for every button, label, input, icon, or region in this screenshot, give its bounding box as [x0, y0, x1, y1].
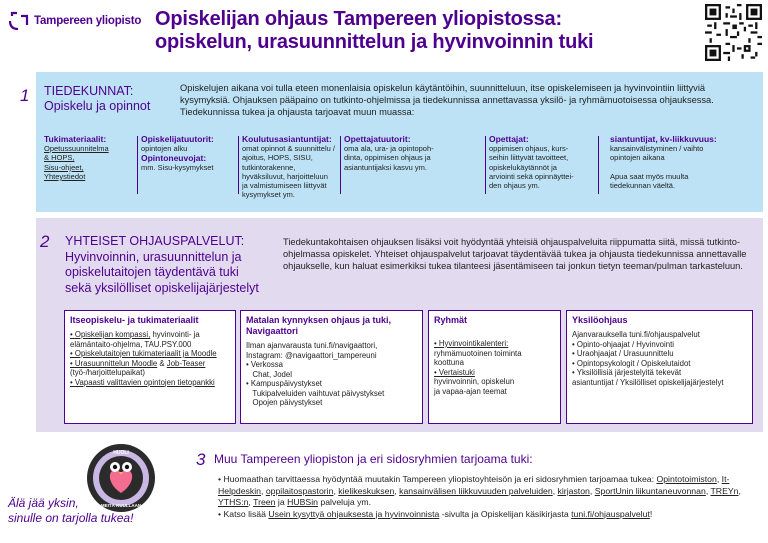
link-contacts[interactable]: Yhteystiedot: [44, 171, 86, 181]
faculty-col-coordinators: [242, 134, 342, 200]
section-3-bullet-1: [218, 474, 758, 509]
col-line: omat opinnot & suunnittelu /: [242, 144, 335, 153]
separator: ,: [705, 485, 711, 496]
separator: ,: [260, 485, 266, 496]
item-text: hyvinvointi- ja elämäntaito-ohjelma, TAU.PSY.000: [70, 330, 200, 349]
box-navigator: [240, 310, 423, 424]
box-groups: [428, 310, 561, 424]
badge-bottom-text: MEITÄ KUULLAAN: [100, 503, 142, 508]
col-line: ajoitus, HOPS, SISU,: [242, 153, 313, 163]
col-line: asiantuntijaksi kasvu ym.: [344, 162, 427, 172]
faculty-col-materials: [44, 134, 138, 181]
divider: [238, 136, 239, 194]
col-heading: Tukimateriaalit:: [44, 134, 107, 144]
col-heading-2: Opintoneuvojat:: [141, 153, 207, 164]
link-wellbeing-calendar[interactable]: • Hyvinvointikalenteri:: [434, 339, 509, 348]
badge-top-text: HUOLI: [113, 450, 129, 456]
box-individual-guidance: [566, 310, 753, 424]
col-line: opiskelukäytännöt ja: [489, 162, 557, 172]
section-1-heading-line-1: TIEDEKUNNAT:: [44, 84, 134, 98]
section-2-number: 2: [40, 232, 50, 251]
link-hops[interactable]: & HOPS,: [44, 153, 75, 163]
box-line: • Opintopsykologit / Opiskelutaidot: [572, 358, 691, 368]
service-link[interactable]: HUBSin: [287, 497, 318, 507]
col-line: Apua saat myös muulta: [610, 171, 689, 181]
box-line: Ilman ajanvarausta tuni.fi/navigaattori,: [246, 341, 378, 350]
box-heading: Itseopiskelu- ja tukimateriaalit: [70, 315, 199, 325]
section-1-number: 1: [20, 86, 30, 105]
service-link[interactable]: YTHS:n: [218, 497, 249, 507]
bullet-text: palveluja ym.: [317, 497, 372, 507]
section-1-heading: [44, 84, 150, 114]
heading-line: sekä yksilölliset opiskelijajärjestelyt: [65, 280, 259, 295]
box-line: • Kampuspäivystykset: [246, 379, 322, 388]
service-link[interactable]: kansainvälisen liikkuvuuden palveluiden: [399, 485, 553, 496]
section-3-bullet-2: [218, 509, 758, 521]
col-heading: siantuntijat, kv-liikkuvuus:: [610, 134, 717, 144]
heading-line: Hyvinvoinnin, urasuunnittelun ja: [65, 249, 242, 264]
col-line: hyväksiluvut, harjoitteluun: [242, 171, 328, 181]
link-peer-support[interactable]: • Vertaistuki: [434, 367, 475, 377]
title-line-2: opiskelun, urasuunnittelun ja hyvinvoinnin tuki: [155, 31, 594, 53]
faculty-col-teacher-tutors: [344, 134, 442, 172]
link-faq[interactable]: Usein kysyttyä ohjauksesta ja hyvinvoinnista: [268, 508, 440, 519]
faculty-col-international: [610, 134, 760, 190]
divider: [340, 136, 341, 194]
col-line: kansainvälistyminen / vaihto: [610, 144, 704, 153]
box-line: hyvinvoinnin, opiskelun: [434, 377, 515, 386]
link-sisu[interactable]: Sisu-ohjeet,: [44, 162, 84, 172]
box-line: • Yksilöllisiä järjestelyitä tekevät: [572, 368, 682, 377]
separator: ja: [275, 497, 288, 507]
title-line-1: Opiskelijan ohjaus Tampereen yliopistossa:: [155, 8, 562, 30]
service-link[interactable]: TREYn: [710, 485, 739, 496]
box-line: • Verkossa: [246, 360, 283, 369]
box-line: Chat, Jodel: [246, 369, 292, 379]
col-line: tiedekunnan väeltä.: [610, 180, 676, 190]
section-3-number: 3: [196, 450, 206, 469]
divider: [485, 136, 486, 194]
separator: ,: [552, 485, 558, 496]
box-heading: Yksilöohjaus: [572, 315, 628, 325]
col-line: tutkintorakenne,: [242, 162, 296, 172]
box-line: asiantuntijat / Yksilölliset opiskelijajärjestelyt: [572, 377, 724, 387]
divider: [137, 136, 138, 194]
service-link[interactable]: oppilaitospastorin: [265, 485, 334, 496]
col-line: den ohjaus ym.: [489, 181, 540, 191]
spacer: [434, 330, 555, 339]
university-logo: [8, 10, 141, 32]
col-line: mm. Sisu-kysymykset: [141, 163, 214, 173]
slogan-line-2: sinulle on tarjolla tukea!: [8, 511, 134, 525]
item-text: (työ-/harjoittelupaikat): [70, 368, 145, 377]
heading-line: YHTEISET OHJAUSPALVELUT:: [65, 234, 245, 248]
col-line: oma ala, ura- ja opintopoh-: [344, 144, 434, 153]
logo-mark-icon: [8, 10, 30, 32]
link-curriculum[interactable]: Opetussuunnitelma: [44, 144, 109, 153]
heading-line: opiskelutaitojen täydentävä tuki: [65, 265, 239, 279]
box-line: koottuna: [434, 358, 464, 367]
service-link[interactable]: Opintotoimiston: [656, 474, 717, 484]
bullet-text: -sivulta ja Opiskelijan käsikirjasta: [439, 508, 572, 519]
box-line: Ajanvarauksella tuni.fi/ohjauspalvelut: [572, 330, 700, 339]
box-line: ja vapaa-ajan teemat: [434, 386, 507, 396]
box-self-study: [64, 310, 236, 424]
service-link[interactable]: It-Helpdeskin: [218, 474, 730, 496]
col-line: dinta, oppimisen ohjaus ja: [344, 153, 431, 163]
faculty-col-tutors: [141, 134, 237, 173]
link-study-skills[interactable]: • Opiskelutaitojen tukimateriaalit ja Moodle: [70, 349, 217, 358]
box-line: • Opinto-ohjaajat / Hyvinvointi: [572, 339, 674, 349]
slogan-line-1: Älä jää yksin,: [8, 496, 79, 510]
link-compass[interactable]: • Opiskelijan kompassi,: [70, 330, 151, 339]
col-heading: Opettajatuutorit:: [344, 134, 411, 144]
box-line: • Uraohjaajat / Urasuunnittelu: [572, 349, 674, 358]
col-line: seihin liittyvät tavoitteet,: [489, 153, 569, 163]
separator: ,: [716, 474, 722, 484]
box-heading: Matalan kynnyksen ohjaus ja tuki, Navigaattori: [246, 315, 392, 336]
link-guidance-services[interactable]: tuni.fi/ohjauspalvelut: [571, 508, 650, 519]
section-2-heading: [65, 234, 259, 296]
link-job-teaser[interactable]: Job-Teaser: [166, 358, 206, 368]
section-1-text: Opiskelujen aikana voi tulla eteen monenlaisia opiskelun käytäntöihin, suunnitteluun, itse opiskelemiseen ja hyvinvointiin liittyviä kysymyksiä. Ohjauksen pääpaino on tutkinto-ohjelmissa ja tiedekunnissa annettavassa yksilö- ja ryhmämuotoisessa ohjauksessa. Tiedekunnissa tukea ja ohjausta tarjoavat muun muassa:: [180, 83, 714, 117]
separator: ,: [394, 485, 400, 496]
section-3-text: [218, 474, 758, 520]
page-title: [155, 8, 593, 54]
item-text: &: [157, 358, 167, 368]
col-line: ja valmistumiseen liittyvät: [242, 181, 327, 191]
col-heading: Opettajat:: [489, 134, 529, 144]
col-heading: Opiskelijatuutorit:: [141, 134, 214, 144]
col-line: kysymykset ym.: [242, 190, 295, 200]
spacer: [610, 163, 760, 172]
box-line: Opojen päivystykset: [246, 398, 323, 407]
link-elective-bank[interactable]: • Vapaasti valittavien opintojen tietopankki: [70, 377, 215, 387]
separator: ,: [738, 485, 741, 496]
bullet-text: • Katso lisää: [218, 508, 269, 519]
col-heading: Koulutusasiantuntijat:: [242, 134, 332, 144]
separator: ,: [333, 485, 339, 496]
col-line: arviointi sekä opinnäyttei-: [489, 171, 574, 181]
box-line: Tukipalveluiden vaihtuvat päivystykset: [246, 388, 385, 398]
service-link[interactable]: kielikeskuksen: [338, 485, 395, 496]
box-line: ryhmämuotoinen toiminta: [434, 348, 522, 358]
service-link[interactable]: Treen: [253, 497, 276, 507]
separator: ,: [589, 485, 595, 496]
box-line: Instagram: @navigaattori_tampereuni: [246, 350, 377, 360]
bullet-text: • Huomaathan tarvittaessa hyödyntää muutakin Tampereen yliopistoyhteisön ja eri sidosryhmien tarjoamaa tukea:: [218, 474, 657, 484]
col-line: opintojen alku: [141, 144, 188, 153]
faculty-col-teachers: [489, 134, 593, 190]
col-line: oppimisen ohjaus, kurs-: [489, 144, 569, 153]
qr-code-icon: [705, 4, 762, 61]
box-heading: Ryhmät: [434, 315, 468, 325]
logo-text: Tampereen yliopisto: [34, 15, 142, 27]
section-2-text: Tiedekuntakohtaisen ohjauksen lisäksi voit hyödyntää yhteisiä ohjauspalveluita riippumatta siitä, missä tutkinto-ohjelmassa opiskelet. Yhteiset ohjauspalvelut tarjoavat täydentävää tukea ja ohjausta tiedekunnissa annettavalle ohjaukselle, kun haluat esimerkiksi tukea tilanteesi jäsentämiseen tai jonkun tietyn teeman/pulman tarkasteluun.: [283, 237, 747, 271]
col-line: opintojen aikana: [610, 153, 665, 163]
bullet-text: !: [649, 508, 653, 519]
service-link[interactable]: SportUnin liikuntaneuvonnan: [594, 485, 706, 496]
link-career-moodle[interactable]: • Urasuunnittelun Moodle: [70, 358, 158, 368]
slogan: [8, 496, 133, 526]
section-1-heading-line-2: Opiskelu ja opinnot: [44, 99, 151, 113]
section-3-heading: Muu Tampereen yliopiston ja eri sidosryhmien tarjoama tuki:: [214, 452, 533, 466]
service-link[interactable]: kirjaston: [557, 485, 590, 496]
separator: ,: [248, 497, 254, 507]
divider: [598, 136, 599, 194]
